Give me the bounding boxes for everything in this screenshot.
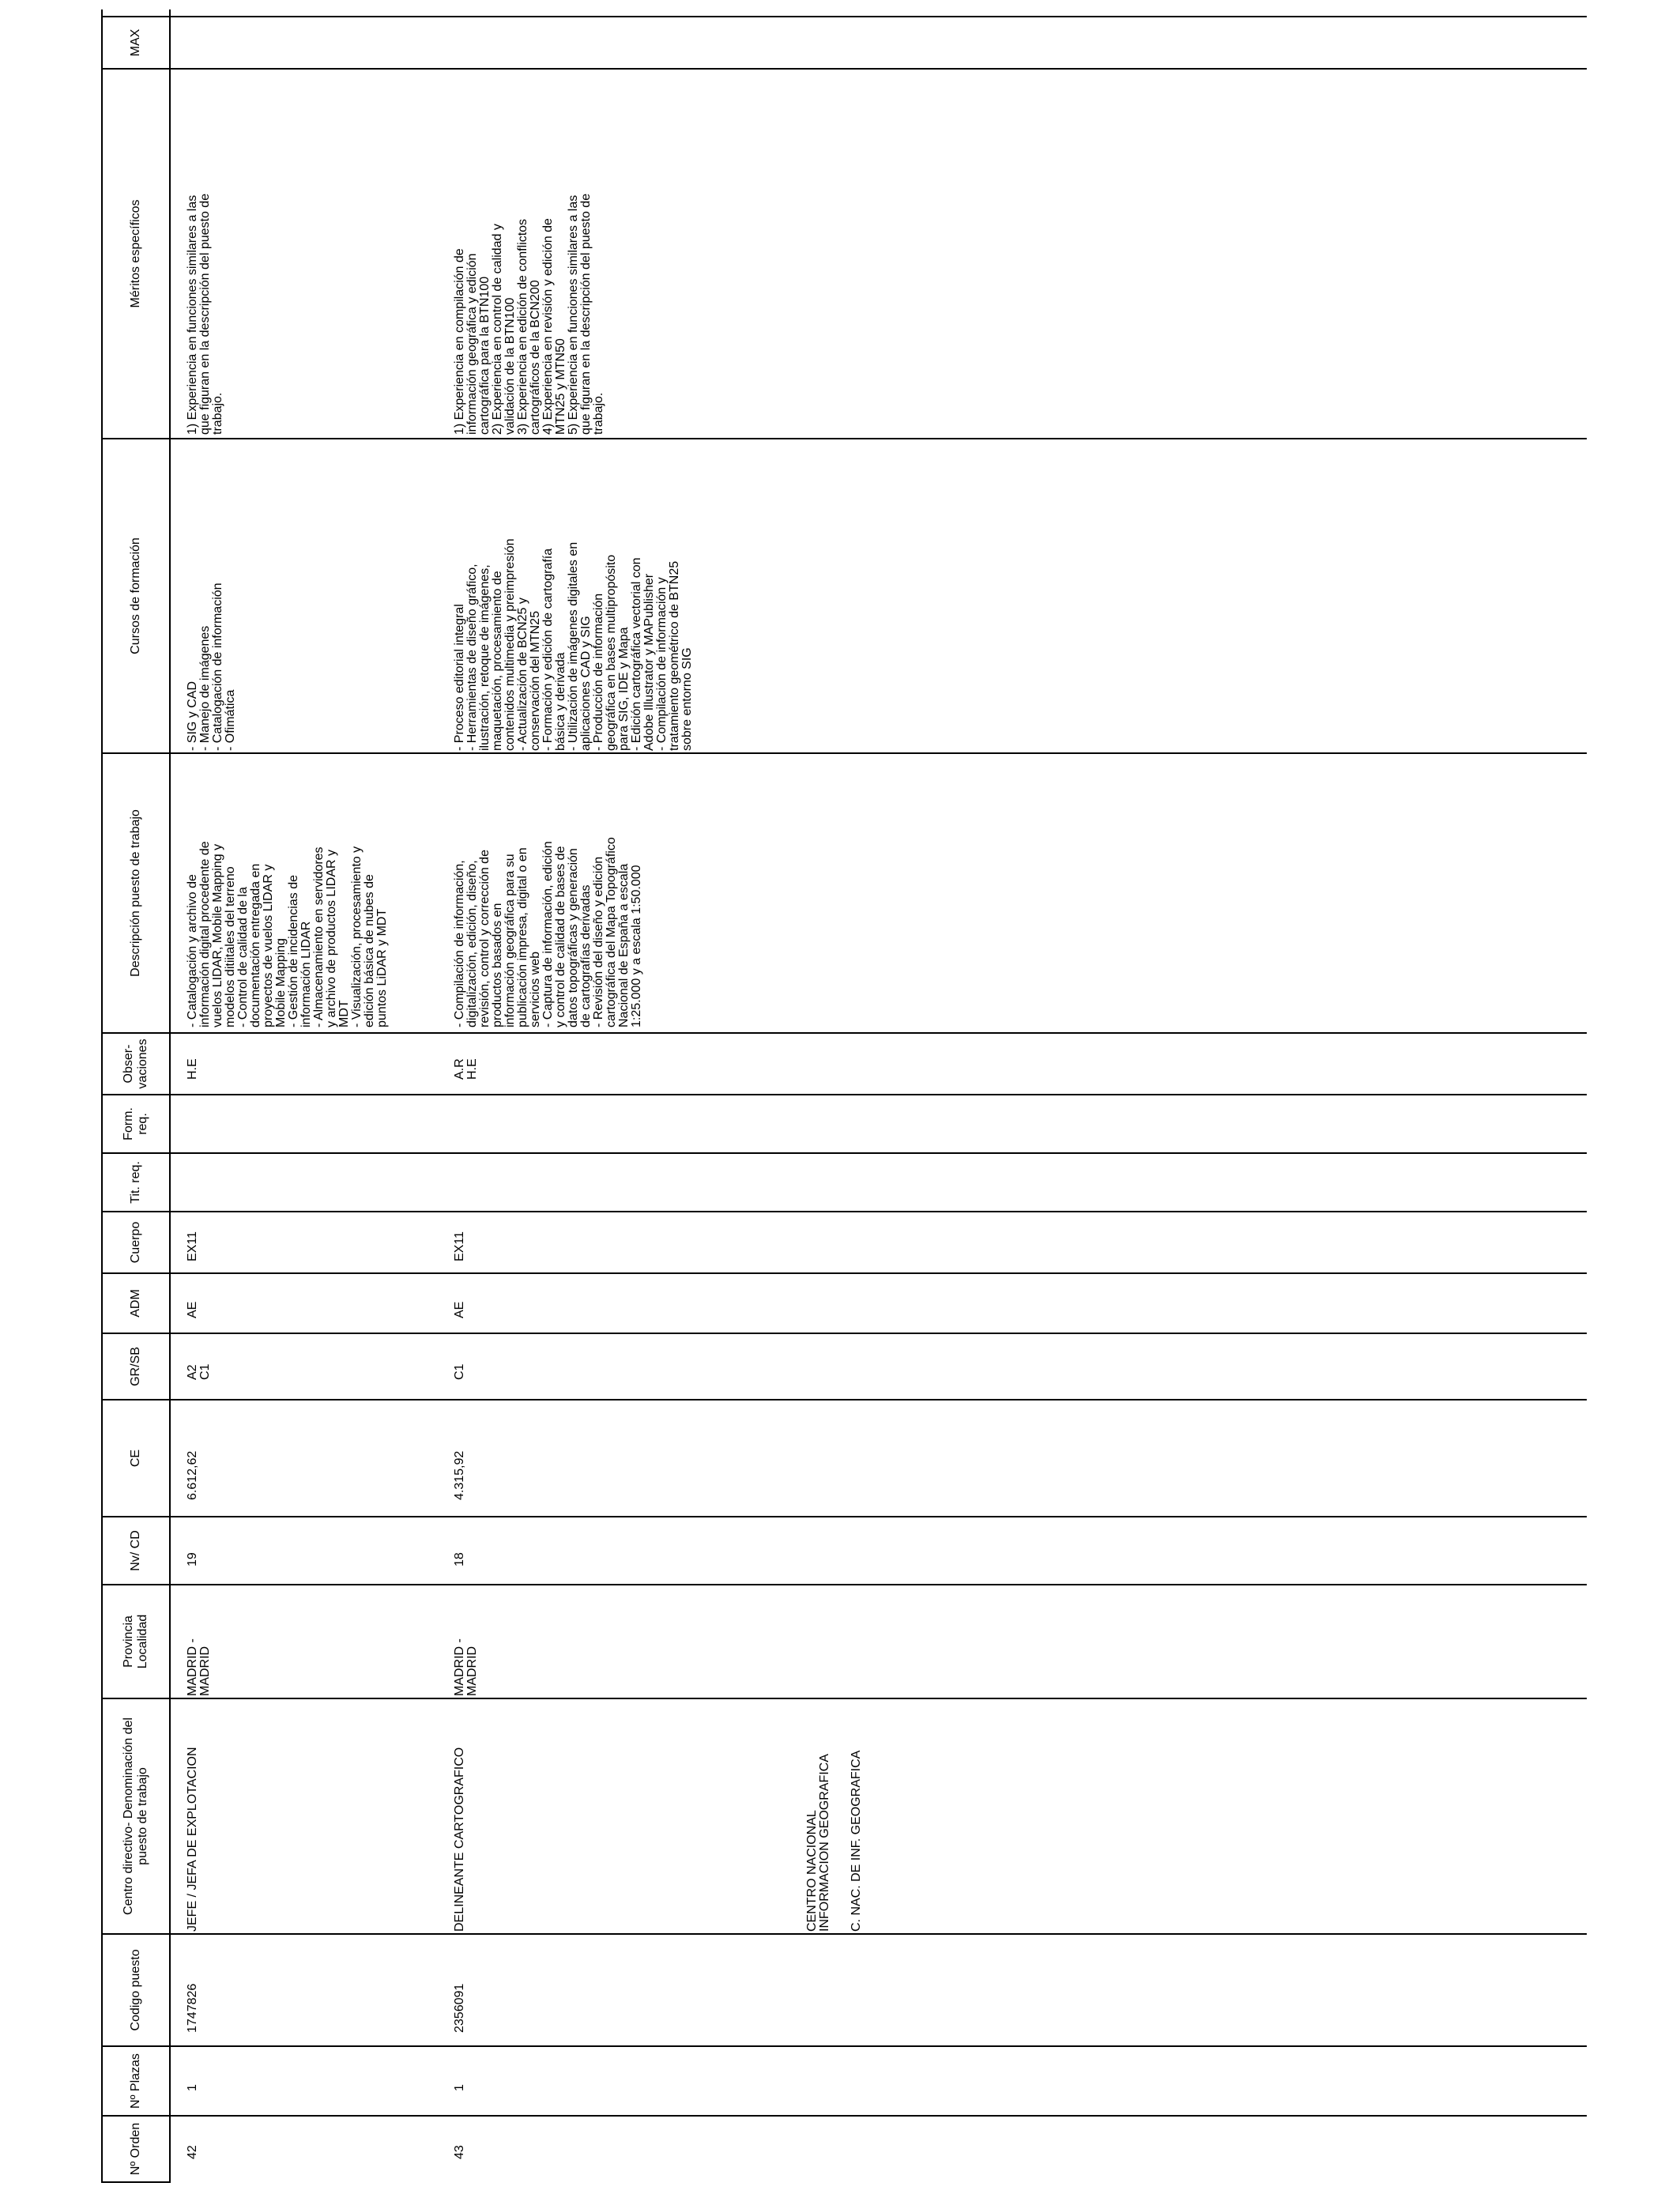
row43-nivel: 18 (453, 1552, 466, 1566)
header-adm: ADM (103, 1272, 169, 1333)
column-divider (171, 752, 1587, 754)
header-me-stub (103, 9, 169, 16)
row42-cuerpo: EX11 (186, 1231, 199, 1261)
header-provincia: Provincia Localidad (103, 1584, 169, 1698)
header-titulacion: Tit. req. (103, 1152, 169, 1211)
header-plazas: Nº Plazas (103, 2045, 169, 2115)
column-divider (171, 1094, 1587, 1095)
row42-grupo: A2 C1 (186, 1363, 212, 1380)
header-grupo: GR/SB (103, 1333, 169, 1399)
header-codigo: Codigo puesto (103, 1933, 169, 2045)
column-divider (171, 438, 1587, 439)
row42-descripcion: - Catalogación y archivo de información digital procedente de vuelos LIDAR, Mobile Mapping y modelos ditiitales del terreno - Control de calidad de la documentación entregada en proyectos de vuelos LIDAR y Mobile Mapping - Gestión de incidencias de información LIDAR - Almacenamiento en servidores y archivo de productos LIDAR y MDT - Visualización, procesamiento y edición básica de nubes de puntos LiDAR y MDT (186, 841, 389, 1027)
row42-codigo: 1747826 (186, 1983, 199, 2033)
column-divider (171, 1933, 1587, 1935)
column-divider (171, 1032, 1587, 1034)
header-ce: CE (103, 1399, 169, 1516)
column-divider (171, 1584, 1587, 1585)
row43-grupo: C1 (453, 1363, 466, 1380)
column-divider (171, 2045, 1587, 2047)
rotated-table-page (101, 9, 1587, 2183)
column-divider (171, 2115, 1587, 2117)
row42-centro: JEFE / JEFA DE EXPLOTACION (186, 1747, 199, 1932)
row42-cursos: - SIG y CAD - Manejo de imágenes - Catalogación de información - Ofimática (186, 582, 237, 751)
header-orden: Nº Orden (103, 2115, 169, 2181)
row42-meritos: 1) Experiencia en funciones similares a las que figuran en la descripción del puesto de trabajo. (186, 193, 224, 435)
column-divider (171, 1272, 1587, 1274)
row42-ce: 6.612,62 (186, 1450, 199, 1500)
row43-ce: 4.315,92 (453, 1450, 466, 1500)
row42-observaciones: H.E (186, 1058, 199, 1080)
row43-meritos: 1) Experiencia en compilación de información geográfica y edición cartográfica para la BTN100 2) Experiencia en control de calidad y validación de la BTN100 3) Experiencia en edición de conflictos cartográficos de la BCN200 4) Experiencia en revisión y edición de MTN25 y MTN50 5) Experiencia en funciones similares a las que figuran en la descripción del puesto de trabajo. (453, 193, 605, 435)
row42-nivel: 19 (186, 1552, 199, 1566)
centro-directivo-abreviado: C. NAC. DE INF. GEOGRAFICA (849, 1750, 863, 1932)
header-descripcion: Descripción puesto de trabajo (103, 752, 169, 1032)
row43-orden: 43 (453, 2145, 466, 2159)
table-left-border (101, 2181, 171, 2183)
column-divider (171, 16, 1587, 17)
header-cuerpo: Cuerpo (103, 1211, 169, 1272)
header-max: MAX (103, 16, 169, 68)
column-divider (171, 1152, 1587, 1154)
header-centro: Centro directivo- Denominación del puesto de trabajo (103, 1698, 169, 1933)
column-divider (171, 1211, 1587, 1212)
header-meritos: Méritos específicos (103, 68, 169, 438)
centro-directivo: CENTRO NACIONAL INFORMACION GEOGRAFICA (805, 1754, 831, 1932)
row42-plazas: 1 (186, 2084, 199, 2091)
row43-centro: DELINEANTE CARTOGRAFICO (453, 1747, 466, 1932)
header-bottom-border (169, 9, 171, 2183)
row43-provincia: MADRID - MADRID (453, 1638, 479, 1696)
row43-observaciones: A.R H.E (453, 1058, 479, 1080)
header-formacion: Form. req. (103, 1094, 169, 1152)
row42-adm: AE (186, 1301, 199, 1318)
column-divider (171, 1333, 1587, 1334)
row43-plazas: 1 (453, 2084, 466, 2091)
row42-orden: 42 (186, 2145, 199, 2159)
column-divider (171, 1698, 1587, 1699)
row43-cuerpo: EX11 (453, 1231, 466, 1261)
header-nivel: Nv/ CD (103, 1516, 169, 1584)
column-divider (171, 1399, 1587, 1400)
row43-cursos: - Proceso editorial integral - Herramientas de diseño gráfico, ilustración, retoque de imágenes, maquetación, procesamiento de contenidos multimedia y preimpresión - Actualización de BCN25 y conservación del MTN25 - Formación y edición de cartografía básica y derivada - Utilización de imágenes digitales en aplicaciones CAD y SIG - Producción de información geográfica en bases multipropósito para SIG, IDE y Mapa - Edición cartográfica vectorial con Adobe Illustrator y MAPublisher - Compilación de información y tratamiento geométrico de BTN25 sobre entorno SIG (453, 538, 694, 751)
header-observaciones: Obser- vaciones (103, 1032, 169, 1094)
row42-provincia: MADRID - MADRID (186, 1638, 212, 1696)
column-divider (171, 1516, 1587, 1517)
row43-descripcion: - Compilación de información, digitalización, edición, diseño, revisión, control y corrección de productos basados en información geográfica para su publicación impresa, digital o en servicios web - Captura de información, edición y control de calidad de bases de datos topográficas y generación de cartografías derivadas - Revisión del diseño y edición cartográfica del Mapa Topográfico Nacional de España a escala 1:25.000 y a escala 1:50.000 (453, 837, 643, 1027)
row43-adm: AE (453, 1301, 466, 1318)
row43-codigo: 2356091 (453, 1983, 466, 2033)
column-divider (171, 68, 1587, 70)
header-cursos: Cursos de formación (103, 438, 169, 752)
